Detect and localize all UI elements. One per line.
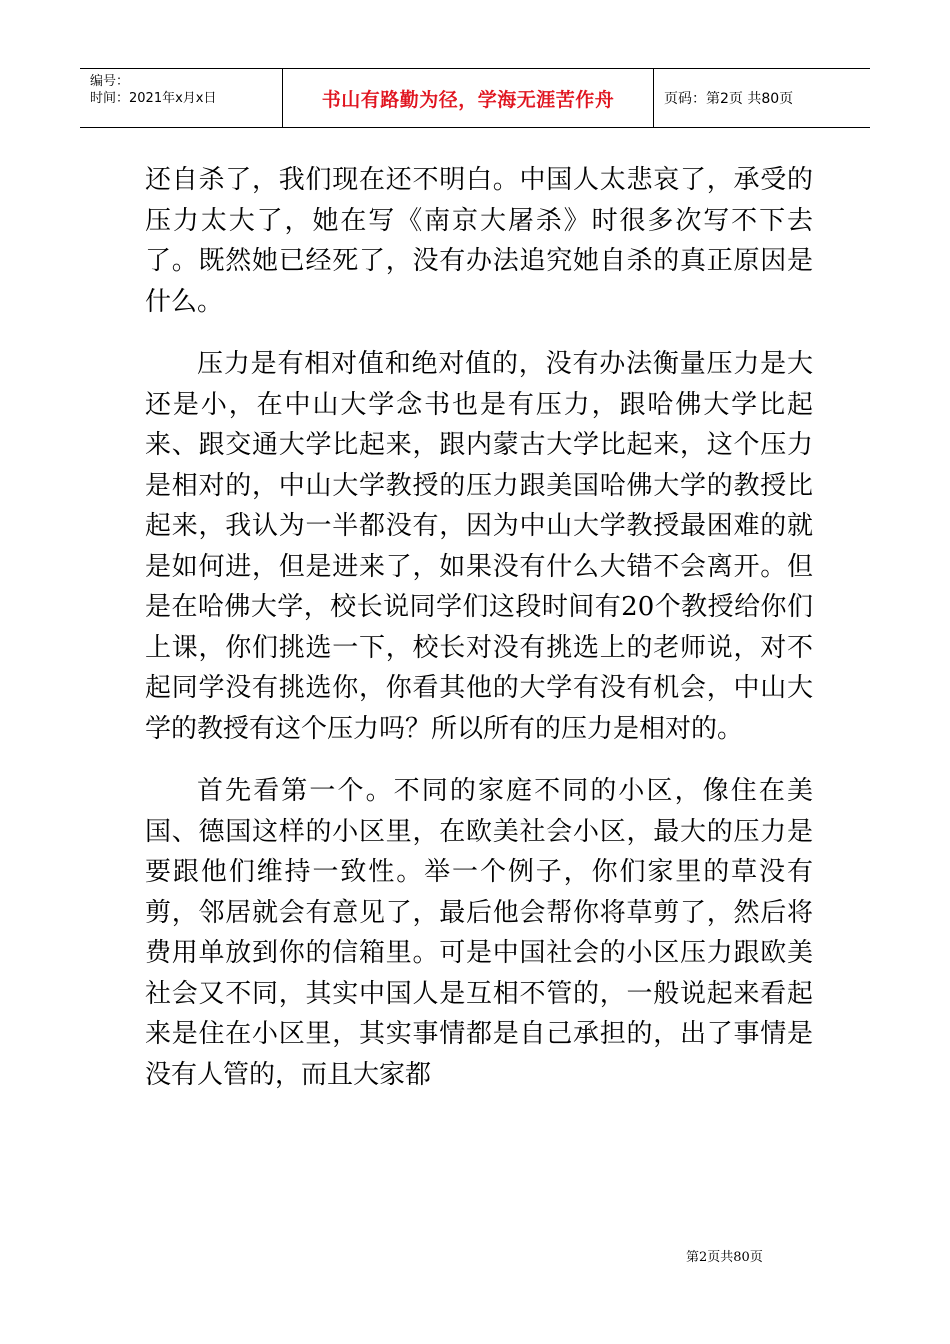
page-header	[80, 68, 870, 128]
header-motto: 书山有路勤为径，学海无涯苦作舟	[321, 88, 615, 111]
paragraph-1: 还自杀了，我们现在还不明白。中国人太悲哀了，承受的压力太大了，她在写《南京大屠杀》时很多次写不下去了。既然她已经死了，没有办法追究她自杀的真正原因是什么。	[145, 165, 813, 317]
document-date: 时间：2021年x月x日	[90, 91, 217, 106]
document-number-label: 编号：	[90, 74, 130, 89]
header-motto-cell	[282, 69, 654, 127]
header-page-info: 页码：第2页 共80页	[664, 91, 794, 107]
paragraph-2: 压力是有相对值和绝对值的，没有办法衡量压力是大还是小，在中山大学念书也是有压力，跟哈佛大学比起来、跟交通大学比起来，跟内蒙古大学比起来，这个压力是相对的，中山大学教授的压力跟美国哈佛大学的教授比起来，我认为一半都没有，因为中山大学教授最困难的就是如何进，但是进来了，如果没有什么大错不会离开。但是在哈佛大学，校长说同学们这段时间有20个教授给你们上课，你们挑选一下，校长对没有挑选上的老师说，对不起同学没有挑选你，你看其他的大学有没有机会，中山大学的教授有这个压力吗？所以所有的压力是相对的。	[145, 349, 813, 744]
header-meta	[80, 69, 282, 127]
header-page-info-cell	[654, 69, 870, 127]
page-footer: 第2页共80页	[686, 1250, 763, 1265]
document-body	[145, 160, 813, 1117]
paragraph-3: 首先看第一个。不同的家庭不同的小区，像住在美国、德国这样的小区里，在欧美社会小区，最大的压力是要跟他们维持一致性。举一个例子，你们家里的草没有剪，邻居就会有意见了，最后他会帮你将草剪了，然后将费用单放到你的信箱里。可是中国社会的小区压力跟欧美社会又不同，其实中国人是互相不管的，一般说起来看起来是住在小区里，其实事情都是自己承担的，出了事情是没有人管的，而且大家都	[145, 776, 813, 1090]
